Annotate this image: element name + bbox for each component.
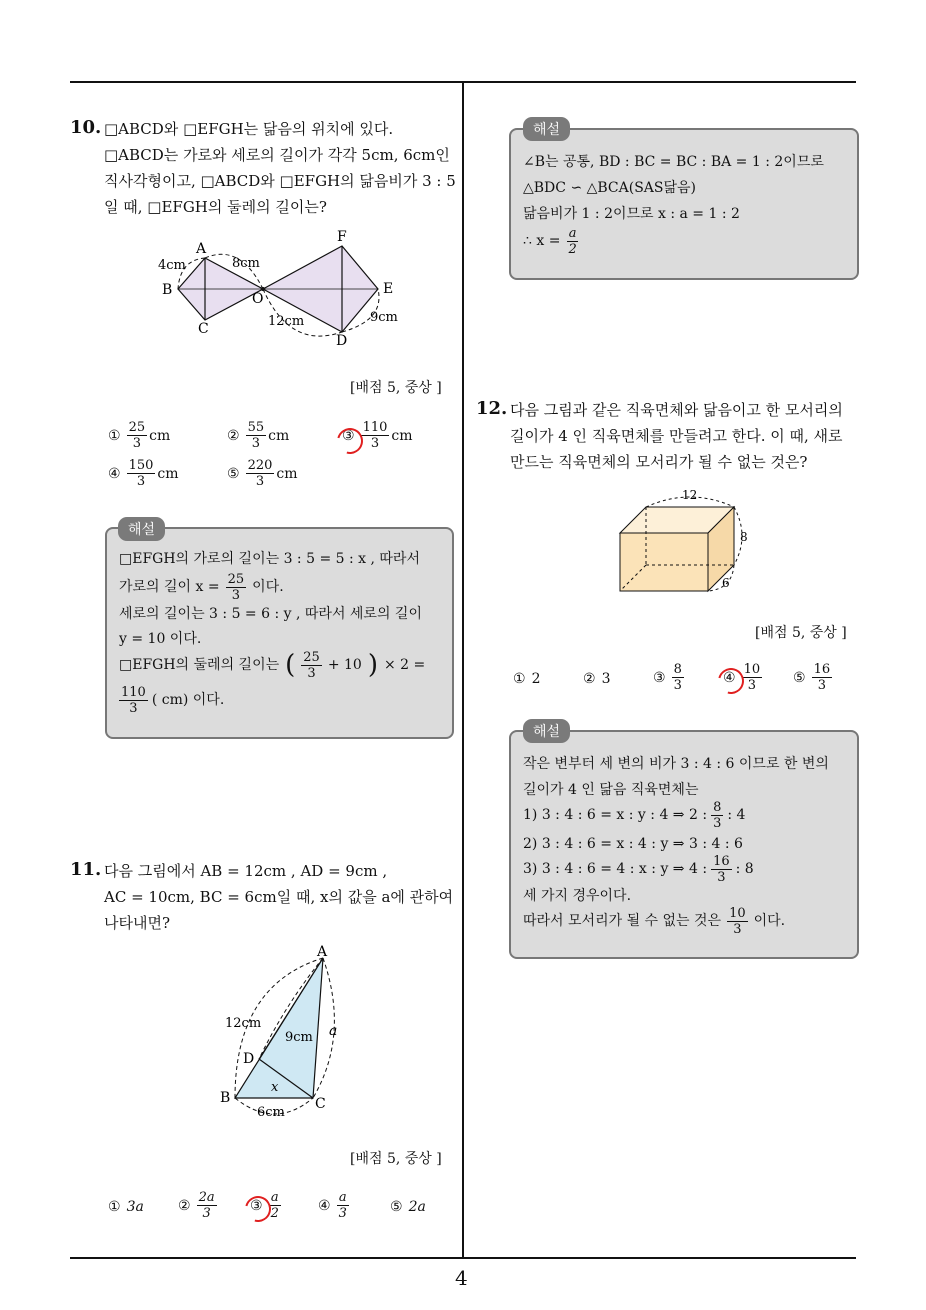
option-fraction: $\frac{8}{3}$ <box>673 662 682 693</box>
option-fraction: $\frac{a}{2}$ <box>270 1190 279 1221</box>
sol10-line-1: □EFGH의 가로의 길이는 3 : 5 = 5 : x , 따라서 <box>119 551 420 567</box>
sol11-line-3: 닮음비가 1 : 2이므로 x : a = 1 : 2 <box>523 206 740 222</box>
label-c: C <box>198 321 209 337</box>
q11-line-1: 다음 그림에서 AB = 12cm , AD = 9cm , <box>104 862 388 880</box>
label-a-side: a <box>329 1023 338 1039</box>
label-4cm: 4cm <box>158 258 186 273</box>
sol10-line-4: y = 10 이다. <box>119 631 202 647</box>
q12-option-1[interactable] <box>513 662 540 696</box>
q10-option-2[interactable] <box>227 420 289 451</box>
q10-line-1: □ABCD와 □EFGH는 닮음의 위치에 있다. <box>104 120 394 138</box>
q10-solution-box <box>105 527 454 739</box>
option-fraction: $\frac{a}{3}$ <box>338 1190 347 1221</box>
option-unit: cm <box>268 427 290 444</box>
option-fraction: $\frac{25}{3}$ <box>128 420 146 451</box>
sol12-line-6: 세 가지 경우이다. <box>523 888 632 904</box>
option-mark: ⑤ <box>793 669 806 686</box>
option-fraction: $\frac{220}{3}$ <box>247 458 273 489</box>
label-9cm: 9cm <box>370 310 398 325</box>
option-mark: ② <box>583 671 596 687</box>
q10-option-5[interactable] <box>227 458 298 489</box>
option-text: 2 <box>531 671 541 687</box>
label-12cm: 12cm <box>225 1016 262 1031</box>
sol12-line-3: 1) 3 : 4 : 6 = x : y : 4 ⇒ 2 : $\frac{8}{3}$ : 4 <box>523 799 746 831</box>
q11-figure <box>215 945 355 1125</box>
q11-option-1[interactable] <box>108 1190 144 1224</box>
option-fraction: $\frac{150}{3}$ <box>128 458 154 489</box>
q11-option-4[interactable] <box>318 1190 349 1221</box>
sol12-line-4: 2) 3 : 4 : 6 = x : 4 : y ⇒ 3 : 4 : 6 <box>523 836 743 852</box>
q10-line-3: 직사각형이고, □ABCD와 □EFGH의 닮음비가 3 : 5 <box>104 172 456 190</box>
option-fraction: $\frac{16}{3}$ <box>813 662 831 693</box>
label-b: B <box>220 1090 231 1106</box>
label-6: 6 <box>722 576 730 590</box>
option-mark: ③ <box>342 427 355 444</box>
option-mark: ⑤ <box>390 1199 403 1215</box>
option-mark: ② <box>227 427 240 444</box>
q11-option-2[interactable] <box>178 1190 217 1221</box>
option-mark: ④ <box>723 669 736 686</box>
sol10-line-2: 가로의 길이 x = $\frac{25}{3}$ 이다. <box>119 571 284 603</box>
option-mark: ⑤ <box>227 465 240 482</box>
option-mark: ③ <box>250 1197 263 1214</box>
page-number: 4 <box>455 1266 468 1290</box>
sol12-line-2: 길이가 4 인 닮음 직육면체는 <box>523 782 699 798</box>
sol10-line-5: □EFGH의 둘레의 길이는 ( $\frac{25}{3}$ + 10 ) × 2 = <box>119 649 426 681</box>
label-o: O <box>252 291 264 307</box>
label-a: A <box>196 241 207 257</box>
sol11-line-1: ∠B는 공통, BD : BC = BC : BA = 1 : 2이므로 <box>523 154 824 170</box>
question-number-11: 11. <box>70 859 102 880</box>
q10-solution-tag: 해설 <box>118 517 165 541</box>
option-text: 3a <box>126 1199 144 1215</box>
label-b: B <box>162 282 173 298</box>
sol10-line-6: $\frac{110}{3}$ ( cm) 이다. <box>121 684 225 716</box>
q12-solution-tag: 해설 <box>523 719 570 743</box>
label-e: E <box>383 281 394 297</box>
label-d: D <box>336 333 348 349</box>
q12-line-1: 다음 그림과 같은 직육면체와 닮음이고 한 모서리의 <box>510 401 843 419</box>
option-fraction: $\frac{55}{3}$ <box>247 420 265 451</box>
q10-line-2: □ABCD는 가로와 세로의 길이가 각각 5cm, 6cm인 <box>104 146 450 164</box>
label-f: F <box>337 229 347 245</box>
option-unit: cm <box>157 465 179 482</box>
q10-option-1[interactable] <box>108 420 170 451</box>
box-front <box>620 533 708 591</box>
option-unit: cm <box>149 427 171 444</box>
q11-meta: [배점 5, 중상 ] <box>350 1151 442 1167</box>
q11-solution-box <box>509 128 859 280</box>
sol12-line-7: 따라서 모서리가 될 수 없는 것은 $\frac{10}{3}$ 이다. <box>523 905 786 937</box>
q12-option-5[interactable] <box>793 662 832 693</box>
q10-option-4[interactable] <box>108 458 179 489</box>
q12-solution-box <box>509 730 859 959</box>
q10-figure <box>150 225 410 350</box>
sol11-line-4: ∴ x = $\frac{a}{2}$ <box>523 225 577 257</box>
label-9cm: 9cm <box>285 1030 313 1045</box>
q12-option-3[interactable] <box>653 662 684 693</box>
label-x: x <box>271 1080 279 1095</box>
label-d: D <box>243 1051 255 1067</box>
option-unit: cm <box>276 465 298 482</box>
option-fraction: $\frac{2a}{3}$ <box>198 1190 215 1221</box>
q11-option-5[interactable] <box>390 1190 426 1224</box>
q11-solution-tag: 해설 <box>523 117 570 141</box>
question-number-10: 10. <box>70 117 102 138</box>
label-12: 12 <box>682 488 698 502</box>
sol11-line-2: △BDC ∽ △BCA(SAS닮음) <box>523 180 697 196</box>
option-mark: ② <box>178 1197 191 1214</box>
q12-option-2[interactable] <box>583 662 610 696</box>
q12-figure <box>610 485 760 595</box>
option-mark: ④ <box>318 1197 331 1214</box>
sol12-line-1: 작은 변부터 세 변의 비가 3 : 4 : 6 이므로 한 변의 <box>523 756 829 772</box>
label-c: C <box>315 1096 326 1112</box>
label-8: 8 <box>740 530 748 544</box>
q11-line-2: AC = 10cm, BC = 6cm일 때, x의 값을 a에 관하여 <box>104 888 454 906</box>
label-a: A <box>317 945 328 960</box>
option-mark: ③ <box>653 669 666 686</box>
column-divider <box>462 81 464 1259</box>
q12-meta: [배점 5, 중상 ] <box>755 625 847 641</box>
option-mark: ④ <box>108 465 121 482</box>
option-mark: ① <box>108 1199 121 1215</box>
option-text: 2a <box>408 1199 426 1215</box>
option-mark: ① <box>108 427 121 444</box>
option-unit: cm <box>391 427 413 444</box>
q10-line-4: 일 때, □EFGH의 둘레의 길이는? <box>104 198 327 216</box>
question-number-12: 12. <box>476 398 508 419</box>
option-mark: ① <box>513 671 526 687</box>
q12-line-3: 만드는 직육면체의 모서리가 될 수 없는 것은? <box>510 453 808 471</box>
q11-line-3: 나타내면? <box>104 914 171 932</box>
option-fraction: $\frac{10}{3}$ <box>743 662 761 693</box>
label-12cm: 12cm <box>268 314 305 329</box>
option-text: 3 <box>601 671 611 687</box>
label-8cm: 8cm <box>232 256 260 271</box>
sol10-line-3: 세로의 길이는 3 : 5 = 6 : y , 따라서 세로의 길이 <box>119 606 422 622</box>
option-fraction: $\frac{110}{3}$ <box>362 420 388 451</box>
label-6cm: 6cm <box>257 1105 285 1120</box>
sol12-line-5: 3) 3 : 4 : 6 = 4 : x : y ⇒ 4 : $\frac{16}{3}$ : 8 <box>523 853 754 885</box>
q10-meta: [배점 5, 중상 ] <box>350 380 442 396</box>
q12-line-2: 길이가 4 인 직육면체를 만들려고 한다. 이 때, 새로 <box>510 427 843 445</box>
